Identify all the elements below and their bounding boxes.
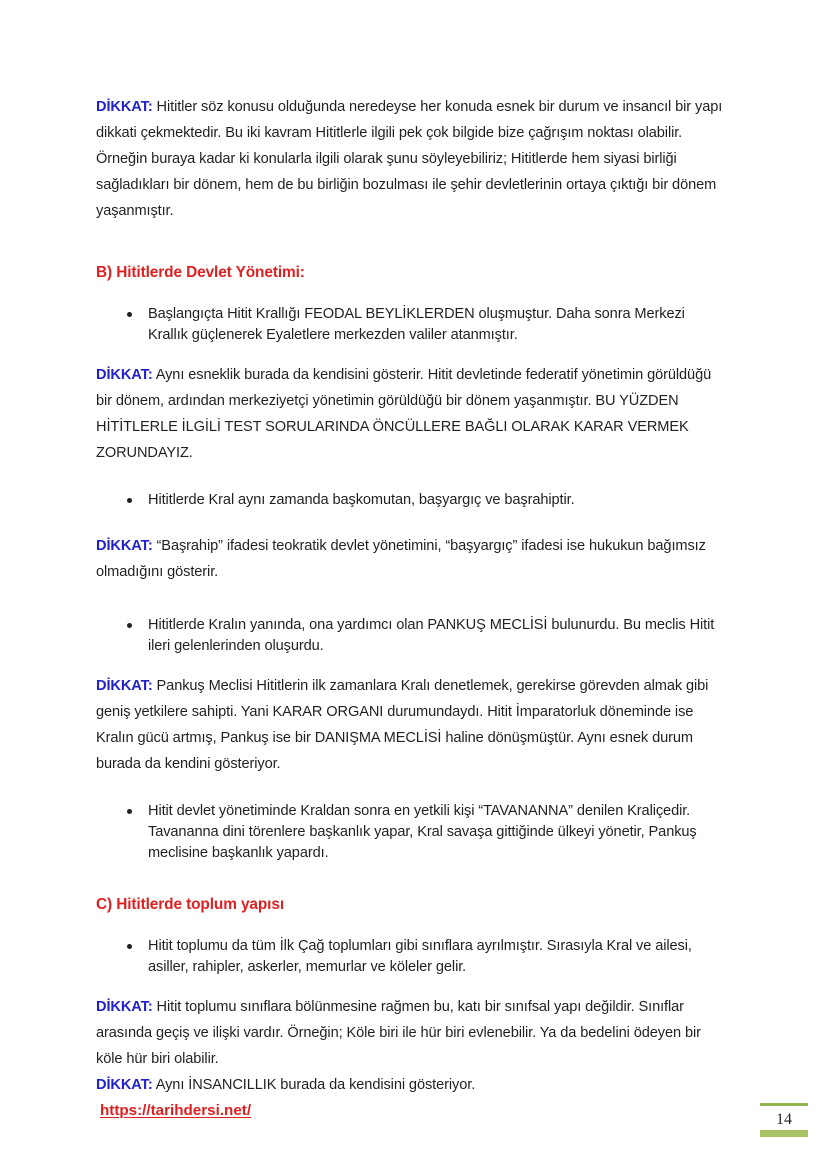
spacer [96, 284, 728, 304]
attention-paragraph [96, 994, 728, 1072]
attention-label: DİKKAT: [96, 99, 153, 115]
section-heading-c: C) Hititlerde toplum yapısı [96, 896, 284, 913]
source-url-link[interactable]: https://tarihdersi.net/ [100, 1102, 252, 1119]
bullet-list [96, 304, 728, 346]
bullet-dot-icon [127, 498, 132, 503]
section-heading-b: B) Hititlerde Devlet Yönetimi: [96, 264, 305, 281]
attention-label: DİKKAT: [96, 999, 153, 1015]
list-item [96, 936, 728, 978]
attention-text: Aynı İNSANCILLIK burada da kendisini gösteriyor. [152, 1077, 476, 1093]
list-item-text: Hitit devlet yönetiminde Kraldan sonra en yetkili kişi “TAVANANNA” denilen Kraliçedir. Tavananna dini törenlere başkanlık yapar, Kral savaşa gittiğinde ülkeyi yönetir, Pankuş meclisine başkanlık yapardı. [148, 803, 697, 861]
spacer [96, 474, 728, 490]
attention-paragraph [96, 673, 728, 777]
list-item-text: Hititlerde Kralın yanında, ona yardımcı olan PANKUŞ MECLİSİ bulunurdu. Bu meclis Hitit ileri gelenlerinden oluşurdu. [148, 617, 715, 654]
attention-paragraph [96, 1072, 728, 1098]
list-item [96, 304, 728, 346]
attention-label: DİKKAT: [96, 678, 153, 694]
attention-paragraph [96, 362, 728, 466]
list-item [96, 801, 728, 864]
list-item [96, 490, 728, 511]
page-number-bottom-bar [760, 1130, 808, 1137]
list-item-text: Başlangıçta Hitit Krallığı FEODAL BEYLİKLERDEN oluşmuştur. Daha sonra Merkezi Krallık güçlenerek Eyaletlere merkezden valiler atanmıştır. [148, 306, 685, 343]
list-item-text: Hitit toplumu da tüm İlk Çağ toplumları gibi sınıflara ayrılmıştır. Sırasıyla Kral ve ailesi, asiller, rahipler, askerler, memurlar ve köleler gelir. [148, 938, 692, 975]
bullet-list [96, 615, 728, 657]
bullet-list [96, 936, 728, 978]
attention-paragraph [96, 94, 728, 224]
attention-text: Aynı esneklik burada da kendisini gösterir. Hitit devletinde federatif yönetimin görüldüğü bir dönem, ardından merkeziyetçi yönetimin görüldüğü bir dönem yaşanmıştır. BU YÜZDEN HİTİTLERLE İLGİLİ TEST SORULARINDA ÖNCÜLLERE BAĞLI OLARAK KARAR VERMEK ZORUNDAYIZ. [96, 367, 712, 461]
page-number-badge [760, 1103, 808, 1137]
list-item [96, 615, 728, 657]
spacer [96, 511, 728, 533]
spacer [96, 657, 728, 673]
attention-text: “Başrahip” ifadesi teokratik devlet yönetimini, “başyargıç” ifadesi ise hukukun bağımsız olmadığını gösterir. [96, 538, 706, 580]
bullet-dot-icon [127, 312, 132, 317]
document-body [96, 94, 728, 1122]
attention-label: DİKKAT: [96, 538, 153, 554]
bullet-list [96, 801, 728, 864]
attention-text: Hititler söz konusu olduğunda neredeyse her konuda esnek bir durum ve insancıl bir yapı dikkati çekmektedir. Bu iki kavram Hititlerle ilgili pek çok bilgide bize çağrışım noktası olabilir. Örneğin buraya kadar ki konularla ilgili olarak şunu söyleyebiliriz; Hititlerde hem siyasi birliği sağladıkları bir dönem, hem de bu birliğin bozulması ile şehir devletlerinin ortaya çıktığı bir dönem yaşanmıştır. [96, 99, 723, 219]
spacer [96, 346, 728, 362]
attention-paragraph [96, 533, 728, 585]
bullet-dot-icon [127, 623, 132, 628]
list-item-text: Hititlerde Kral aynı zamanda başkomutan, başyargıç ve başrahiptir. [148, 492, 575, 508]
spacer [96, 978, 728, 994]
spacer [96, 785, 728, 801]
attention-label: DİKKAT: [96, 1077, 153, 1093]
bullet-dot-icon [127, 809, 132, 814]
attention-text: Pankuş Meclisi Hititlerin ilk zamanlara Kralı denetlemek, gerekirse görevden almak gibi geniş yetkilere sahipti. Yani KARAR ORGANI durumundaydı. Hitit İmparatorluk döneminde ise Kralın gücü artmış, Pankuş ise bir DANIŞMA MECLİSİ haline dönüşmüştür. Aynı esnek durum burada da kendini gösteriyor. [96, 678, 709, 772]
spacer [96, 593, 728, 615]
spacer [96, 916, 728, 936]
attention-label: DİKKAT: [96, 367, 153, 383]
source-link-row [96, 1098, 728, 1122]
spacer [96, 864, 728, 894]
spacer [96, 232, 728, 262]
attention-text: Hitit toplumu sınıflara bölünmesine rağmen bu, katı bir sınıfsal yapı değildir. Sınıflar arasında geçiş ve ilişki vardır. Örneğin; Köle biri ile hür biri evlenebilir. Ya da bedelini ödeyen bir köle hür biri olabilir. [96, 999, 701, 1067]
bullet-list [96, 490, 728, 511]
page-number: 14 [776, 1111, 792, 1128]
bullet-dot-icon [127, 944, 132, 949]
